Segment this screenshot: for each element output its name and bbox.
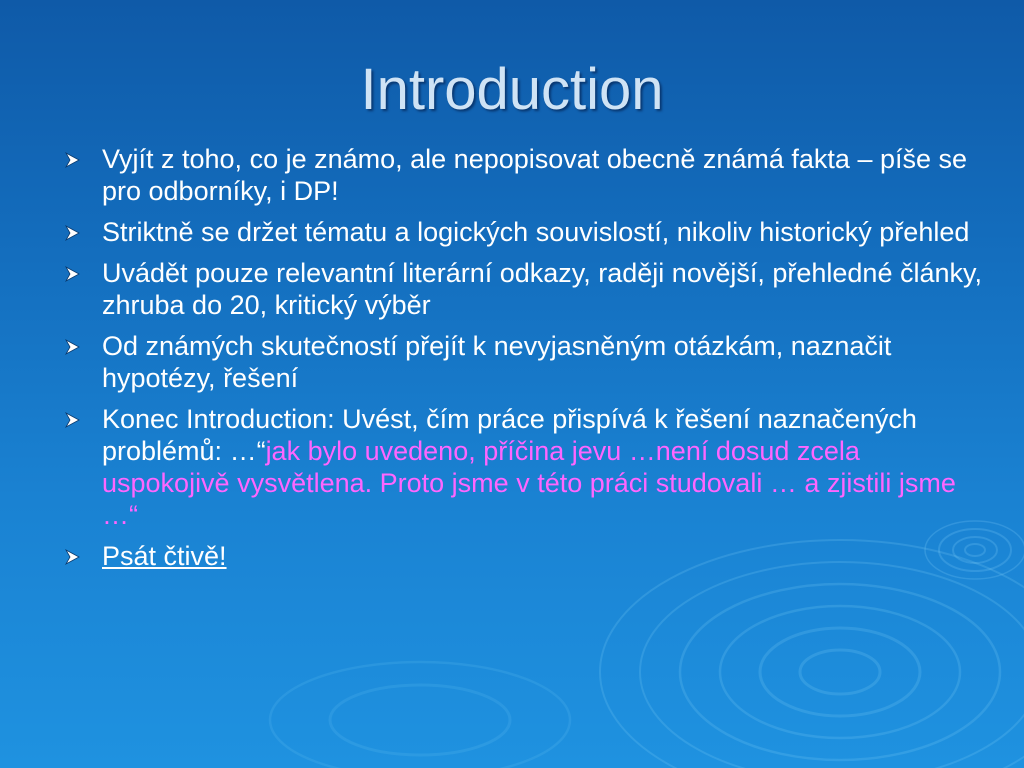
arrowhead-bullet-icon <box>64 412 80 428</box>
arrowhead-bullet-icon <box>64 549 80 565</box>
bullet-text: Vyjít z toho, co je známo, ale nepopisovat obecně známá fakta – píše se pro odborníky, i DP! <box>102 144 968 206</box>
bullet-text: Striktně se držet tématu a logických souvislostí, nikoliv historický přehled <box>102 217 970 247</box>
list-item <box>62 403 982 531</box>
bullet-highlight-text: jak bylo uvedeno, příčina jevu …není dosud zcela uspokojivě vysvětlena. Proto jsme v této práci studovali … a zjistili jsme …“ <box>102 436 956 530</box>
list-item <box>62 143 982 207</box>
bullet-text: Psát čtivě! <box>102 541 227 571</box>
list-item <box>62 257 982 321</box>
list-item <box>62 216 982 248</box>
arrowhead-bullet-icon <box>64 152 80 168</box>
list-item <box>62 540 982 572</box>
arrowhead-bullet-icon <box>64 225 80 241</box>
bullet-list <box>62 143 982 581</box>
bullet-text: Konec Introduction: Uvést, čím práce přispívá k řešení naznačených problémů: …“ <box>102 404 917 466</box>
bullet-text: Od známých skutečností přejít k nevyjasněným otázkám, naznačit hypotézy, řešení <box>102 331 892 393</box>
bullet-text: Uvádět pouze relevantní literární odkazy, raději novější, přehledné články, zhruba do 20, kritický výběr <box>102 258 982 320</box>
slide-title: Introduction <box>360 57 664 122</box>
arrowhead-bullet-icon <box>64 266 80 282</box>
arrowhead-bullet-icon <box>64 339 80 355</box>
list-item <box>62 330 982 394</box>
